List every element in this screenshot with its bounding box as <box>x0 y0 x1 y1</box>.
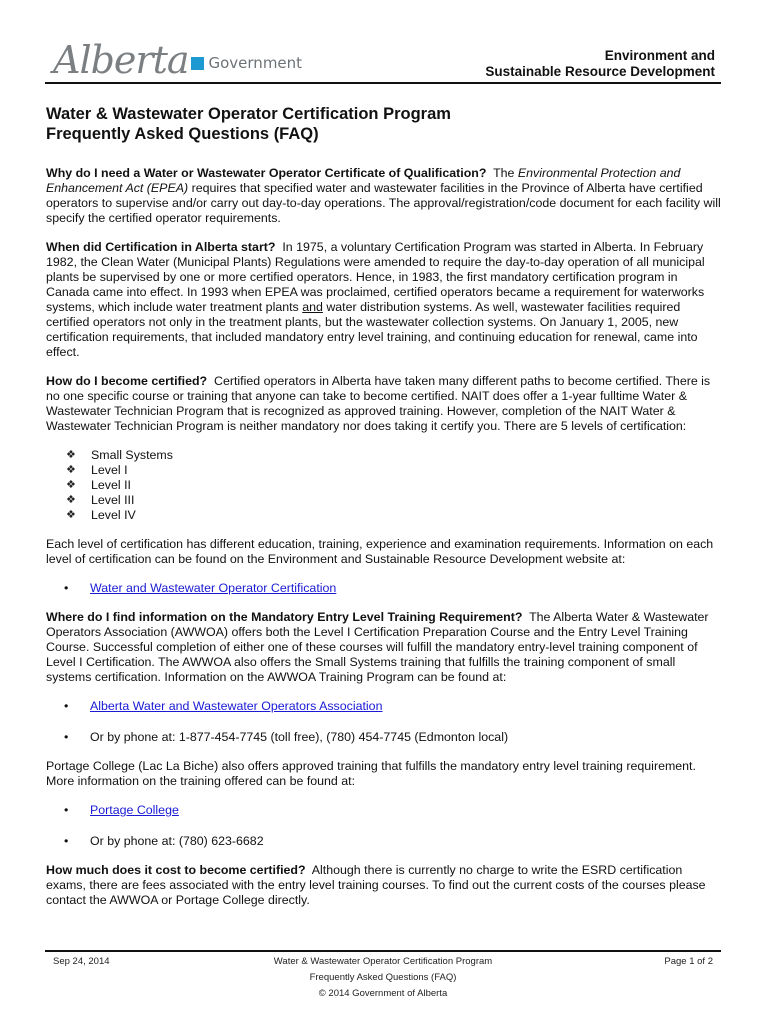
list-item <box>64 730 724 745</box>
faq-text: The Alberta Water & Wastewater Operators Association (AWWOA) offers both the Level I Certification Preparation Course and the Entry Level Training Course. Successful completion of either one of these courses will fulfill the mandatory entry-level training component of Level I Certification. The AWWOA also offers the Small Systems training that fulfills the training component of small systems certification. Information on the AWWOA Training Program can be found at: <box>46 610 709 684</box>
faq-text: Certified operators in Alberta have taken many different paths to become certified. There is no one specific course or training that anyone can take to become certified. NAIT does offer a 1-year fulltime Water & Wastewater Technician Program that is recognized as approved training. However, completion of the NAIT Water & Wastewater Technician Program is neither mandatory nor does taking it certify you. There are 5 levels of certification: <box>46 374 711 433</box>
logo-square-icon <box>191 57 204 70</box>
faq-question: How do I become certified? <box>46 374 208 388</box>
title-line-2: Frequently Asked Questions (FAQ) <box>46 125 319 143</box>
portage-list <box>46 803 724 849</box>
diamond-bullet-icon: ❖ <box>66 449 76 461</box>
list-item <box>64 803 724 818</box>
footer-page-number: Page 1 of 2 <box>664 956 713 967</box>
awwoa-link[interactable]: Alberta Water and Wastewater Operators Association <box>90 699 383 713</box>
faq-text: requires that specified water and wastewater facilities in the Province of Alberta have certified operators to supervise and/or carry out day-to-day operations. The approval/registration/code document for each facility will specify the certified operator requirements. <box>46 181 721 225</box>
bullet-icon: • <box>64 730 69 744</box>
esrd-link-list <box>46 581 724 596</box>
page-header <box>45 30 721 84</box>
footer-line-2: Frequently Asked Questions (FAQ) <box>309 972 457 983</box>
underlined-word: and <box>302 300 323 314</box>
level-label: Level I <box>91 463 128 477</box>
diamond-bullet-icon: ❖ <box>66 509 76 521</box>
footer-date: Sep 24, 2014 <box>53 956 110 967</box>
faq-how <box>46 374 724 434</box>
level-label: Level IV <box>91 508 136 522</box>
faq-when <box>46 240 724 360</box>
footer-center <box>45 952 721 1002</box>
title-line-1: Water & Wastewater Operator Certification Program <box>46 105 451 123</box>
page-title <box>46 104 724 144</box>
bullet-icon: • <box>64 699 69 713</box>
level-label: Small Systems <box>91 448 173 462</box>
faq-text: In 1975, a voluntary Certification Program was started in Alberta. In February 1982, the Clean Water (Municipal Plants) Regulations were amended to require the day-to-day operation of all municipal plants be supervised by one or more certified operators. Hence, in 1983, the first mandatory certification program in Canada came into effect. In 1993 when EPEA was proclaimed, certified operators became a requirement for waterworks systems, which include water treatment plants <box>46 240 705 314</box>
faq-text: water distribution systems. As well, wastewater facilities required certified operators not only in the treatment plants, but the wastewater collection systems. On January 1, 2005, new certification requirements, that included mandatory entry level training, and continuing education for renewal, came into effect. <box>46 300 698 359</box>
portage-phone: Or by phone at: (780) 623-6682 <box>90 834 264 848</box>
level-label: Level III <box>91 493 135 507</box>
list-item <box>66 478 724 493</box>
page-footer <box>45 950 721 1002</box>
certification-levels-list <box>46 448 724 523</box>
bullet-icon: • <box>64 803 69 817</box>
faq-why <box>46 166 724 226</box>
department-line-1: Environment and <box>604 48 715 63</box>
level-label: Level II <box>91 478 131 492</box>
faq-text: The <box>493 166 515 180</box>
faq-question: How much does it cost to become certified? <box>46 863 306 877</box>
list-item <box>66 493 724 508</box>
act-name: Environmental Protection and Enhancement Act (EPEA) <box>46 166 681 195</box>
operator-certification-link[interactable]: Water and Wastewater Operator Certification <box>90 581 337 595</box>
list-item <box>66 448 724 463</box>
list-item <box>66 508 724 523</box>
logo-government-text: Government <box>208 54 303 72</box>
faq-text: Although there is currently no charge to write the ESRD certification exams, there are fees associated with the entry level training courses. To find out the current costs of the courses please contact the AWWOA or Portage College directly. <box>46 863 706 907</box>
department-name <box>485 48 715 80</box>
bullet-icon: • <box>64 581 69 595</box>
levels-info-text: Each level of certification has different education, training, experience and examination requirements. Information on each level of certification can be found on the Environment and Sustainable Resource Development website at: <box>46 537 714 566</box>
alberta-government-logo <box>53 34 302 80</box>
portage-text: Portage College (Lac La Biche) also offers approved training that fulfills the mandatory entry level training requirement. More information on the training offered can be found at: <box>46 759 696 788</box>
footer-copyright: © 2014 Government of Alberta <box>318 988 448 999</box>
faq-question: When did Certification in Alberta start? <box>46 240 276 254</box>
faq-question: Why do I need a Water or Wastewater Operator Certificate of Qualification? <box>46 166 487 180</box>
bullet-icon: • <box>64 834 69 848</box>
list-item <box>64 834 724 849</box>
faq-question: Where do I find information on the Mandatory Entry Level Training Requirement? <box>46 610 523 624</box>
diamond-bullet-icon: ❖ <box>66 479 76 491</box>
logo-script-text: Alberta <box>53 38 189 82</box>
portage-college-link[interactable]: Portage College <box>90 803 179 817</box>
list-item <box>64 699 724 714</box>
department-line-2: Sustainable Resource Development <box>485 64 715 79</box>
diamond-bullet-icon: ❖ <box>66 494 76 506</box>
document-body <box>46 104 724 922</box>
awwoa-phone: Or by phone at: 1-877-454-7745 (toll free), (780) 454-7745 (Edmonton local) <box>90 730 509 744</box>
list-item <box>66 463 724 478</box>
faq-where <box>46 610 724 685</box>
faq-cost <box>46 863 724 908</box>
list-item <box>64 581 724 596</box>
awwoa-list <box>46 699 724 745</box>
diamond-bullet-icon: ❖ <box>66 464 76 476</box>
footer-line-1: Water & Wastewater Operator Certification Program <box>273 956 493 967</box>
